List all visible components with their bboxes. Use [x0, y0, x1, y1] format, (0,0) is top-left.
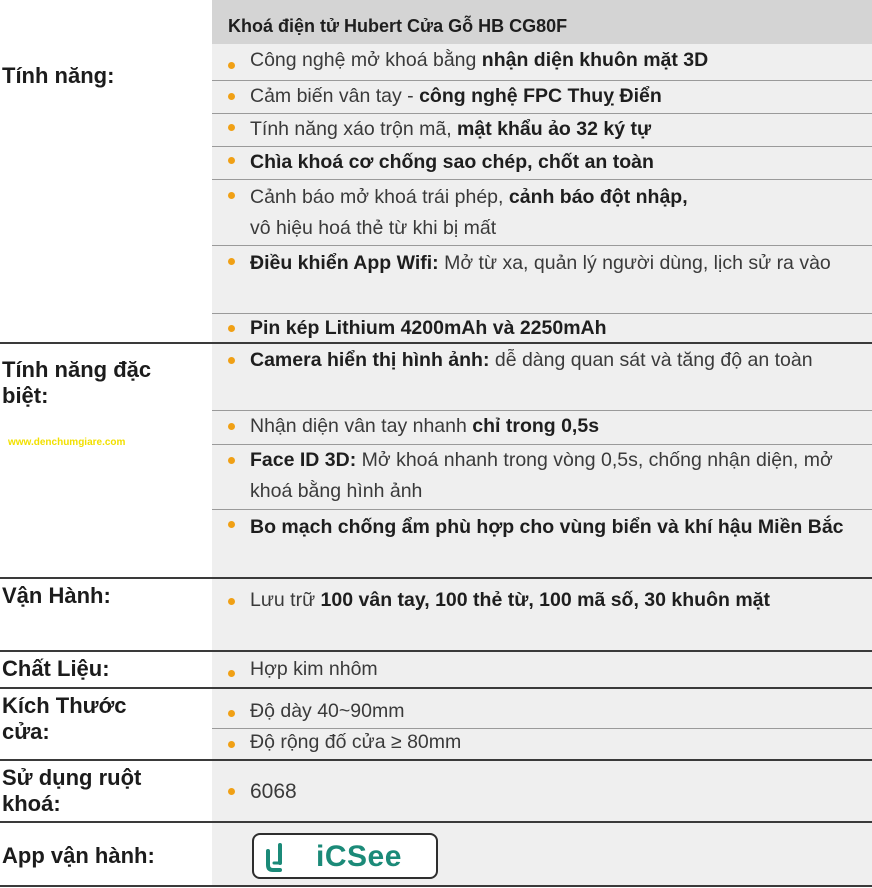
- divider: [212, 245, 872, 246]
- bullet-icon: [228, 93, 235, 100]
- bullet-icon: [228, 325, 235, 332]
- label-special-features: Tính năng đặc biệt:: [2, 357, 152, 408]
- special-feature-item: Bo mạch chống ẩm phù hợp cho vùng biển và khí hậu Miền Bắc: [212, 511, 872, 543]
- bullet-icon: [228, 357, 235, 364]
- bullet-icon: [228, 710, 235, 717]
- door-size-item: Độ dày 40~90mm: [212, 696, 872, 727]
- feature-item: Công nghệ mở khoá bằng nhận diện khuôn mặt 3D: [212, 45, 872, 76]
- section-divider: [0, 821, 872, 823]
- bullet-icon: [228, 157, 235, 164]
- cylinder-item: 6068: [212, 776, 872, 807]
- section-divider: [0, 885, 872, 887]
- section-divider: [0, 342, 872, 344]
- icsee-app-logo: [252, 833, 438, 879]
- icsee-logo-icon: [264, 841, 294, 873]
- feature-item: Pin kép Lithium 4200mAh và 2250mAh: [212, 313, 872, 344]
- material-item: Hợp kim nhôm: [212, 654, 872, 685]
- label-cylinder: Sử dụng ruột khoá:: [2, 765, 142, 816]
- label-door-size: Kích Thước cửa:: [2, 693, 127, 744]
- feature-item: Cảnh báo mở khoá trái phép, cảnh báo đột nhập, vô hiệu hoá thẻ từ khi bị mất: [212, 182, 872, 244]
- label-features: Tính năng:: [2, 63, 115, 88]
- feature-item: Chìa khoá cơ chống sao chép, chốt an toàn: [212, 147, 872, 178]
- feature-item: Cảm biến vân tay - công nghệ FPC Thuỵ Điển: [212, 81, 872, 112]
- label-operation: Vận Hành:: [2, 583, 111, 608]
- bullet-icon: [228, 521, 235, 528]
- watermark: www.denchumgiare.com: [8, 437, 126, 448]
- section-divider: [0, 687, 872, 689]
- section-divider: [0, 759, 872, 761]
- bullet-icon: [228, 741, 235, 748]
- special-feature-item: Face ID 3D: Mở khoá nhanh trong vòng 0,5s, chống nhận diện, mở khoá bằng hình ảnh: [212, 445, 872, 507]
- label-app: App vận hành:: [2, 843, 155, 868]
- bullet-icon: [228, 124, 235, 131]
- bullet-icon: [228, 598, 235, 605]
- bullet-icon: [228, 423, 235, 430]
- product-title: Khoá điện tử Hubert Cửa Gỗ HB CG80F: [228, 16, 568, 36]
- operation-item: Lưu trữ 100 vân tay, 100 thẻ từ, 100 mã số, 30 khuôn mặt: [212, 584, 872, 617]
- bullet-icon: [228, 457, 235, 464]
- door-size-item: Độ rộng đố cửa ≥ 80mm: [212, 727, 872, 758]
- section-divider: [0, 577, 872, 579]
- divider: [212, 179, 872, 180]
- feature-item: Tính năng xáo trộn mã, mật khẩu ảo 32 ký tự: [212, 114, 872, 145]
- special-feature-item: Camera hiển thị hình ảnh: dễ dàng quan sát và tăng độ an toàn: [212, 345, 872, 376]
- special-feature-item: Nhận diện vân tay nhanh chỉ trong 0,5s: [212, 411, 872, 442]
- product-header: [212, 0, 872, 44]
- bullet-icon: [228, 62, 235, 69]
- divider: [212, 509, 872, 510]
- section-divider: [0, 650, 872, 652]
- bullet-icon: [228, 258, 235, 265]
- bullet-icon: [228, 788, 235, 795]
- app-name: iCSee: [316, 840, 402, 873]
- feature-item: Điều khiển App Wifi: Mở từ xa, quản lý người dùng, lịch sử ra vào: [212, 248, 872, 279]
- label-material: Chất Liệu:: [2, 656, 110, 681]
- bullet-icon: [228, 192, 235, 199]
- bullet-icon: [228, 670, 235, 677]
